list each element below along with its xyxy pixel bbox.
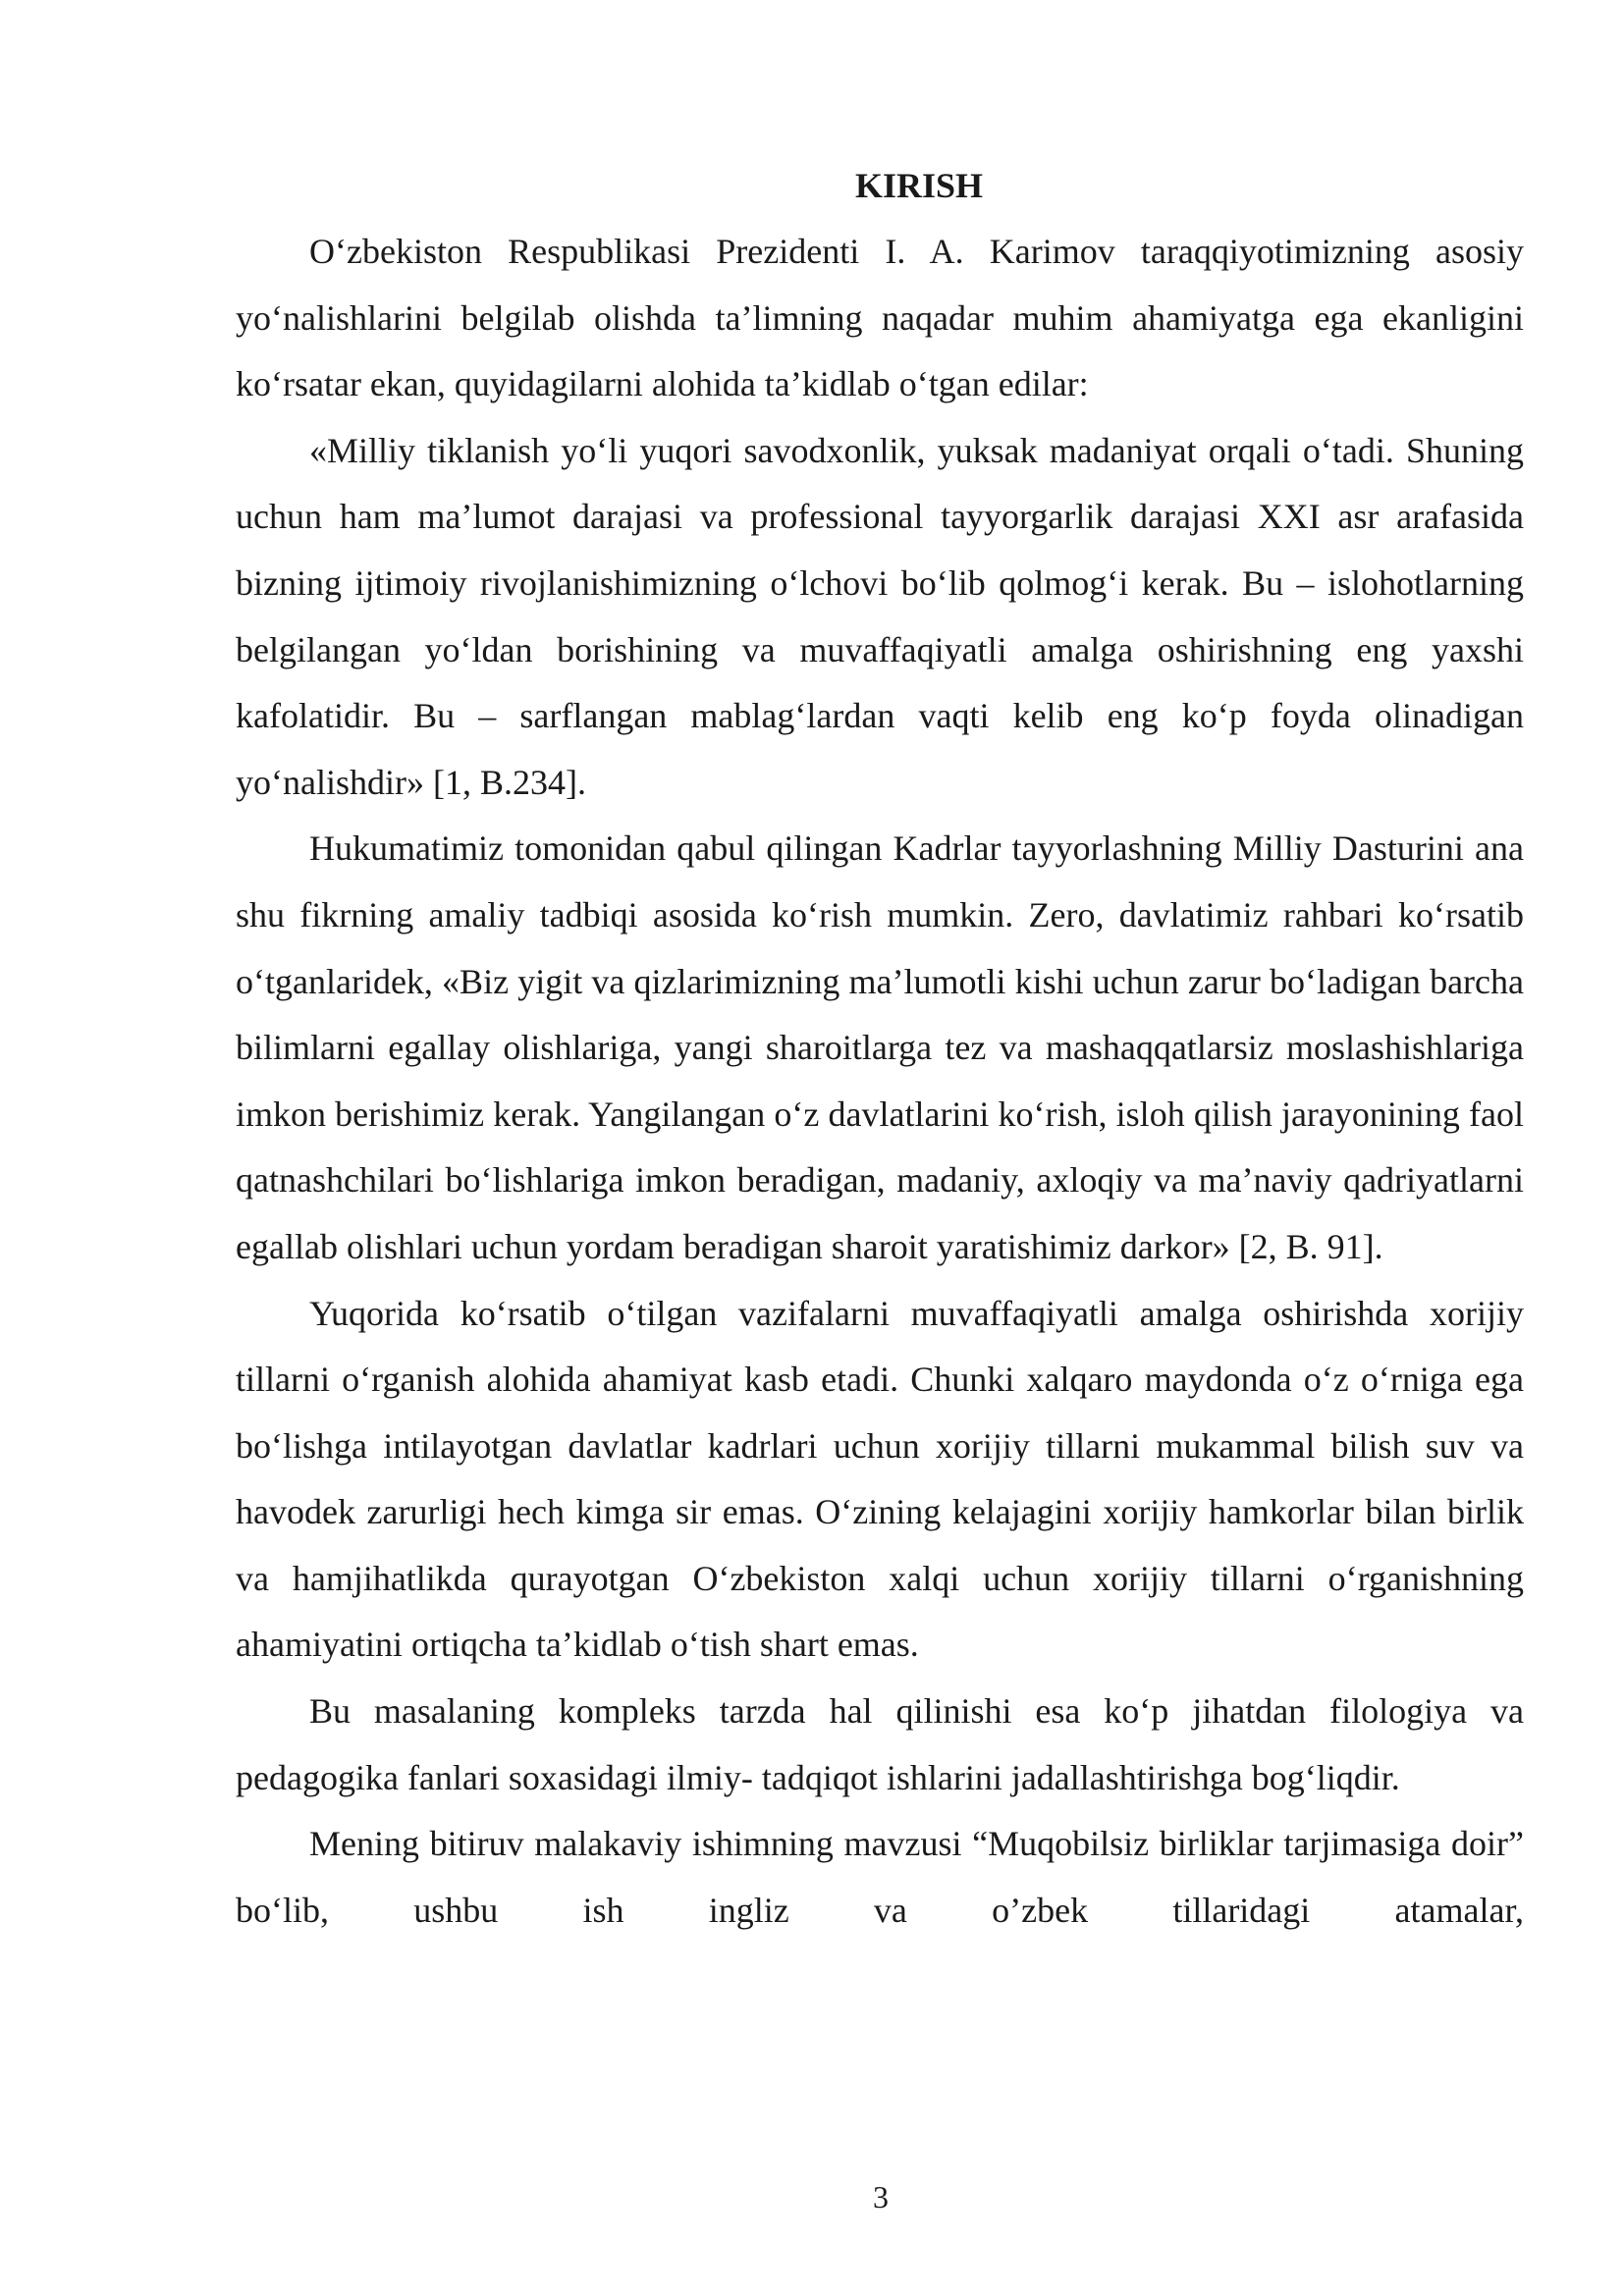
paragraph-6: Mening bitiruv malakaviy ishimning mavzusi “Muqobilsiz birliklar tarjimasiga doir” bo‘lib, ushbu ish ingliz va o’zbek tillaridagi atamalar, — [236, 1824, 1524, 1930]
document-page — [236, 152, 1524, 1944]
section-heading: KIRISH — [854, 166, 984, 205]
paragraph-3: Hukumatimiz tomonidan qabul qilingan Kadrlar tayyorlashning Milliy Dasturini ana shu fikrning amaliy tadbiqi asosida ko‘rish mumkin. Zero, davlatimiz rahbari ko‘rsatib o‘tganlaridek, «Biz yigit va qizlarimizning ma’lumotli kishi uchun zarur bo‘ladigan barcha bilimlarni egallay olishlariga, yangi sharoitlarga tez va mashaqqatlarsiz moslashishlariga imkon berishimiz kerak. Yangilangan o‘z davlatlarini ko‘rish, isloh qilish jarayonining faol qatnashchilari bo‘lishlariga imkon beradigan, madaniy, axloqiy va ma’naviy qadriyatlarni egallab olishlari uchun yordam beradigan sharoit yaratishimiz darkor» [2, B. 91]. — [236, 828, 1524, 1266]
paragraph-5: Bu masalaning kompleks tarzda hal qilinishi esa ko‘p jihatdan filologiya va pedagogika fanlari soxasidagi ilmiy- tadqiqot ishlarini jadallashtirishga bog‘liqdir. — [236, 1691, 1524, 1797]
paragraph-2: «Milliy tiklanish yo‘li yuqori savodxonlik, yuksak madaniyat orqali o‘tadi. Shuning uchun ham ma’lumot darajasi va professional tayyorgarlik darajasi XXI asr arafasida bizning ijtimoiy rivojlanishimizning o‘lchovi bo‘lib qolmog‘i kerak. Bu – islohotlarning belgilangan yo‘ldan borishining va muvaffaqiyatli amalga oshirishning eng yaxshi kafolatidir. Bu – sarflangan mablag‘lardan vaqti kelib eng ko‘p foyda olinadigan yo‘nalishdir» [1, B.234]. — [236, 430, 1524, 802]
paragraph-4: Yuqorida ko‘rsatib o‘tilgan vazifalarni muvaffaqiyatli amalga oshirishda xorijiy tillarni o‘rganish alohida ahamiyat kasb etadi. Chunki xalqaro maydonda o‘z o‘rniga ega bo‘lishga intilayotgan davlatlar kadrlari uchun xorijiy tillarni mukammal bilish suv va havodek zarurligi hech kimga sir emas. O‘zining kelajagini xorijiy hamkorlar bilan birlik va hamjihatlikda qurayotgan O‘zbekiston xalqi uchun xorijiy tillarni o‘rganishning ahamiyatini ortiqcha ta’kidlab o‘tish shart emas. — [236, 1293, 1524, 1665]
paragraph-1: O‘zbekiston Respublikasi Prezidenti I. A. Karimov taraqqiyotimizning asosiy yo‘nalishlarini belgilab olishda ta’limning naqadar muhim ahamiyatga ega ekanligini ko‘rsatar ekan, quyidagilarni alohida ta’kidlab o‘tgan edilar: — [236, 232, 1524, 404]
page-number: 3 — [873, 2179, 889, 2215]
